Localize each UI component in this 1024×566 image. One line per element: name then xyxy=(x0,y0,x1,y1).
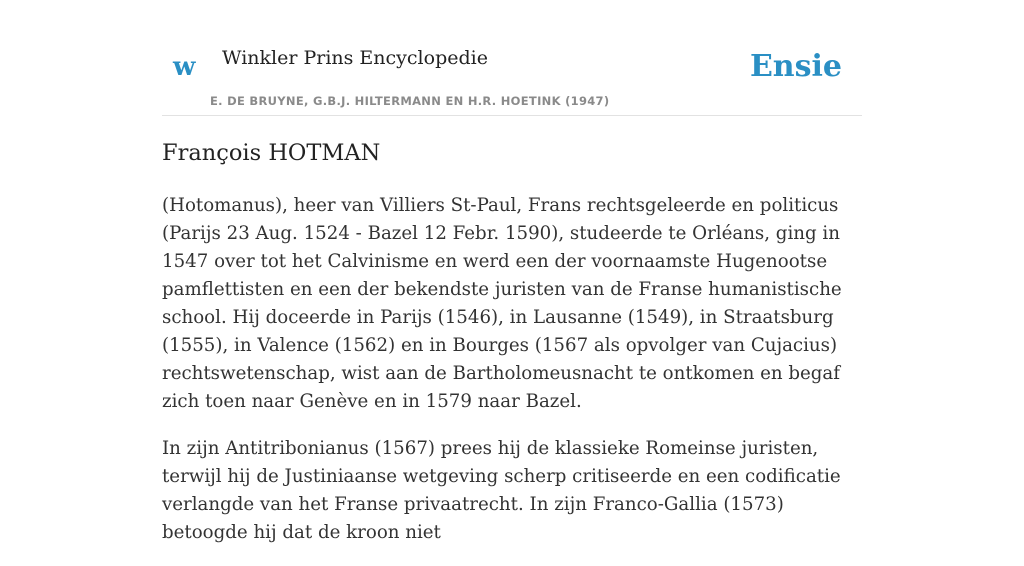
site-header xyxy=(162,36,862,116)
article-paragraph: In zijn Antitribonianus (1567) prees hij de klassieke Romeinse juristen, terwijl hij de Justiniaanse wetgeving scherp critiseerde en een codificatie verlangde van het Franse privaatrecht. In zijn Franco-Gallia (1573) betoogde hij dat de kroon niet xyxy=(162,438,841,543)
ensie-logo[interactable]: Ensie xyxy=(749,49,842,84)
site-subtitle: E. DE BRUYNE, G.B.J. HILTERMANN EN H.R. HOETINK (1947) xyxy=(210,94,610,108)
article-paragraph: (Hotomanus), heer van Villiers St-Paul, Frans rechtsgeleerde en politicus (Parijs 23 Aug. 1524 - Bazel 12 Febr. 1590), studeerde te Orléans, ging in 1547 over tot het Calvinisme en werd een der voornaamste Hugenootse pamflettisten en een der bekendste juristen van de Franse humanistische school. Hij doceerde in Parijs (1546), in Lausanne (1549), in Straatsburg (1555), in Valence (1562) en in Bourges (1567 als opvolger van Cujacius) rechtswetenschap, wist aan de Bartholomeusnacht te ontkomen en begaf zich toen naar Genève en in 1579 naar Bazel. xyxy=(162,195,842,412)
winkler-prins-logo[interactable]: w xyxy=(173,52,196,82)
article-body xyxy=(162,192,867,566)
site-title[interactable]: Winkler Prins Encyclopedie xyxy=(222,47,488,69)
article-title: François HOTMAN xyxy=(162,140,381,166)
